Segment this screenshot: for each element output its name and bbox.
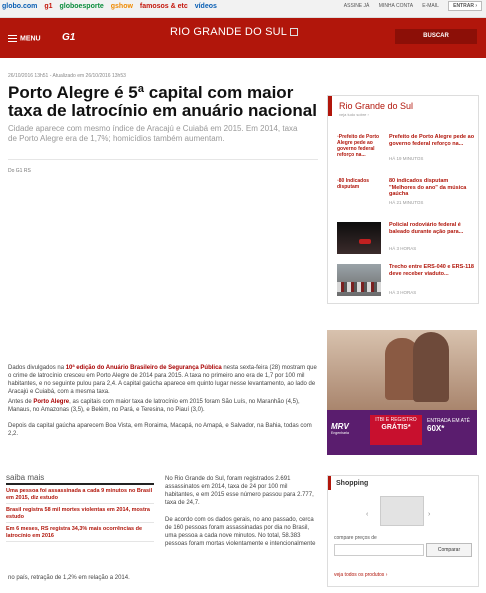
car-lights-image [359, 239, 371, 244]
saiba-mais-item[interactable]: Uma pessoa foi assassinada a cada 9 minutos no Brasil em 2015, diz estudo [6, 485, 154, 504]
enter-button[interactable]: ENTRAR › [448, 1, 482, 11]
search-button[interactable]: BUSCAR [395, 29, 477, 44]
compare-button[interactable]: Comparar [426, 543, 472, 557]
saiba-mais-box [6, 473, 154, 542]
article-subtitle: Cidade aparece com mesmo índice de Aracajú e Cuiabá em 2015. Em 2014, taxa de Porto Alegre era de 1,7%; homicídios também aumentam. [8, 124, 298, 143]
divider [8, 159, 318, 160]
traffic-image [337, 282, 381, 292]
compare-label: compare preços de [334, 535, 377, 541]
news-thumbnail[interactable]: ▫80 Indicados disputam [337, 178, 381, 210]
sidebar-rio-grande-do-sul [327, 95, 479, 304]
site-header [0, 18, 486, 58]
broken-image-icon: ▫ [337, 134, 339, 140]
gshow-link[interactable]: gshow [110, 3, 133, 10]
famosos-link[interactable]: famosos & etc [139, 3, 188, 10]
article-byline: Do G1 RS [8, 168, 31, 174]
menu-label: MENU [20, 35, 41, 43]
article-paragraph-end: no país, retração de 1,2% em relação a 2014. [8, 575, 130, 581]
article-column-2 [165, 475, 317, 557]
news-title[interactable]: Policial rodoviário federal é baleado durante ação para... [389, 222, 464, 235]
subscribe-link[interactable]: ASSINE JÁ [343, 3, 370, 9]
shopping-accent [328, 476, 331, 490]
g1-logo[interactable]: G1 [62, 32, 76, 43]
news-time: HÁ 21 MINUTOS [389, 200, 424, 205]
article-paragraph-brasil: De acordo com os dados gerais, no ano passado, cerca de 160 pessoas foram assassinadas por dia no Brasil, uma pessoa a cada nove minutos. No total, 58.383 pessoas foram mortas violentamente e intencionalmente [165, 517, 316, 547]
article-headline: Porto Alegre é 5ª capital com maior taxa de latrocínio em anuário nacional [8, 83, 317, 120]
shopping-title: Shopping [336, 480, 369, 487]
saiba-mais-item[interactable]: Brasil registra 58 mil mortes violentas em 2014, mostra estudo [6, 504, 154, 523]
saiba-mais-title: saiba mais [6, 473, 154, 485]
porto-alegre-link[interactable]: Porto Alegre [33, 399, 70, 405]
hamburger-icon [8, 33, 17, 44]
broken-image-icon: ▫ [337, 178, 339, 184]
article-paragraph-2: Antes de Porto Alegre, as capitais com maior taxa de latrocínio em 2015 foram São Luís, no Maranhão (4,5), Manaus, no Amazonas (3,5), e Belém, no Pará, e Teresina, no Piauí (3,0). [8, 399, 300, 413]
news-time: HÁ 19 MINUTOS [389, 156, 424, 161]
top-bar [0, 0, 486, 18]
shopping-widget [327, 475, 479, 587]
chevron-right-icon[interactable]: › [428, 511, 431, 518]
news-title[interactable]: 80 indicados disputam "Melhores do ano" da música gaúcha [389, 178, 467, 197]
anuario-link[interactable]: 10ª edição do Anuário Brasileiro de Segurança Pública [65, 365, 222, 371]
product-image[interactable] [380, 496, 424, 526]
article-meta: 26/10/2016 13h51 - Atualizado em 26/10/2016 13h53 [8, 73, 126, 79]
news-thumbnail[interactable] [337, 222, 381, 254]
region-title[interactable]: RIO GRANDE DO SUL [170, 26, 298, 38]
sidebar-news-item[interactable] [337, 178, 475, 218]
sidebar-news-item[interactable] [337, 134, 475, 174]
portal-links [2, 3, 222, 10]
chevron-left-icon[interactable]: ‹ [366, 511, 369, 518]
news-thumbnail[interactable]: ▫Prefeito de Porto Alegre pede ao governo federal reforço na... [337, 134, 381, 166]
news-title[interactable]: Prefeito de Porto Alegre pede ao governo federal reforço na... [389, 134, 475, 147]
menu-button[interactable] [8, 33, 41, 44]
news-thumbnail[interactable] [337, 264, 381, 296]
article-paragraph-3: Depois da capital gaúcha aparecem Boa Vista, em Roraima, Macapá, no Amapá, e Salvador, na Bahia, todas com 2,2. [8, 423, 312, 437]
saiba-mais-item[interactable]: Em 6 meses, RS registra 34,3% mais ocorrências de latrocínio em 2016 [6, 523, 154, 542]
news-time: HÁ 3 HORAS [389, 246, 417, 251]
email-link[interactable]: E-MAIL [422, 3, 439, 9]
compare-input[interactable] [334, 544, 424, 556]
my-account-link[interactable]: MINHA CONTA [378, 3, 413, 9]
ad-person [413, 332, 449, 402]
videos-link[interactable]: vídeos [194, 3, 217, 10]
mrv-logo-sub: Engenharia [331, 431, 349, 435]
sidebar-news-item[interactable] [337, 264, 475, 300]
all-products-link[interactable]: veja todos os produtos › [334, 572, 388, 578]
sidebar-subtitle[interactable]: veja tudo sobre › [339, 112, 369, 117]
sidebar-news-item[interactable] [337, 222, 475, 258]
ad-entry-text: ENTRADA EM ATÉ 60X* [427, 418, 470, 433]
news-title[interactable]: Trecho entre ERS-040 e ERS-118 deve receber viaduto... [389, 264, 474, 277]
globo-brand-link[interactable]: globo.com [2, 3, 38, 10]
broken-image-icon [290, 28, 298, 36]
sidebar-accent [328, 96, 332, 116]
sidebar-title[interactable]: Rio Grande do Sul [339, 101, 414, 111]
mrv-logo: MRV [331, 422, 349, 431]
account-links [336, 3, 482, 9]
g1-link[interactable]: g1 [44, 3, 53, 10]
mrv-advertisement[interactable] [327, 330, 477, 455]
news-time: HÁ 3 HORAS [389, 290, 417, 295]
article-paragraph-rs: No Rio Grande do Sul, foram registrados 2.691 assassinatos em 2014, taxa de 24 por 100 mil habitantes, e em 2015 esse número passou para 2.777, taxa de 24,7. [165, 476, 314, 506]
article-paragraph-1: Dados divulgados na 10ª edição do Anuário Brasileiro de Segurança Pública nesta sexta-feira (28) mostram que o crime de latrocínio cresceu em Porto Alegre de 2014 para 2015. A taxa no primeiro ano era de 1,7 por 100 mil habitantes, e no seguinte pulou para 2,4. A capital gaúcha aparece em quinto lugar nesse levantamento, ao lado de Aracajú e Cuiabá, com a mesma taxa. [8, 365, 317, 395]
ad-offer-badge: ITBI E REGISTRO GRÁTIS* [370, 415, 422, 445]
globoesporte-link[interactable]: globoesporte [59, 3, 104, 10]
